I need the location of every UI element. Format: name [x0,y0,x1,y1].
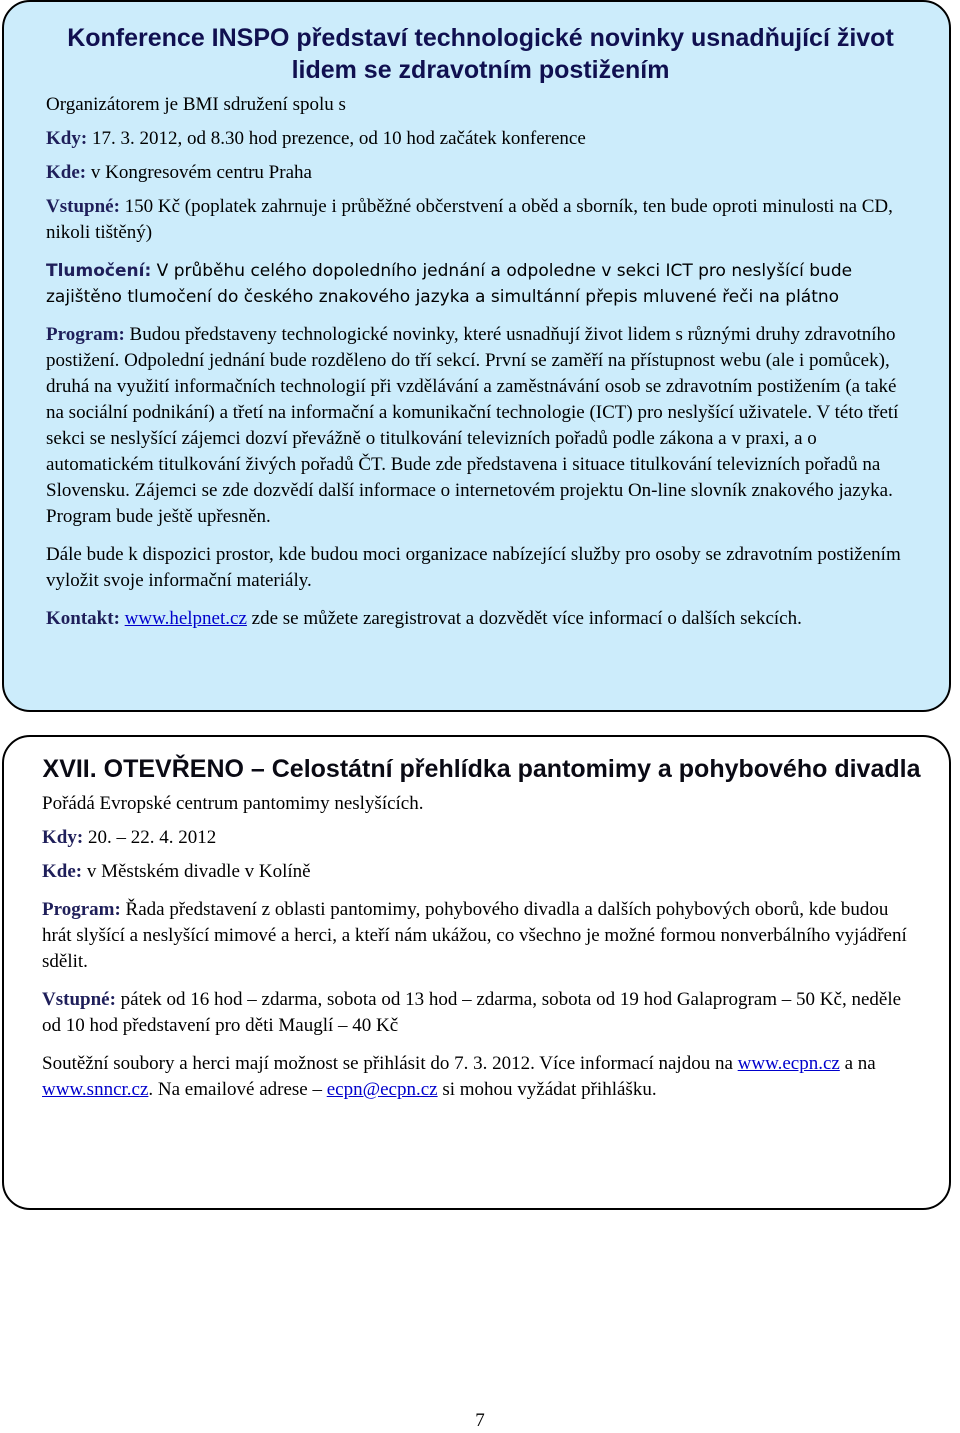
inspo-title: Konference INSPO představí technologické novinky usnadňující život lidem se zdravotním postižením [67,24,894,84]
where-label: Kde: [46,162,87,183]
fee-value: 150 Kč (poplatek zahrnuje i průběžné občerstvení a oběd a sborník, ten bude oproti minulosti na CD, nikoli tištěný) [46,196,893,243]
contest-text-a: Soutěžní soubory a herci mají možnost se přihlásit do 7. 3. 2012. Více informací najdou na [42,1053,738,1074]
inspo-program [46,322,915,530]
helpnet-link[interactable]: www.helpnet.cz [124,608,247,629]
when-label: Kdy: [42,827,84,848]
pantomima-program [42,897,921,975]
pantomima-when [42,825,921,851]
program-label: Program: [46,324,125,345]
contact-rest: zde se můžete zaregistrovat a dozvědět více informací o dalších sekcích. [246,608,802,629]
ecpn-link[interactable]: www.ecpn.cz [737,1053,840,1074]
pantomima-title: XVII. OTEVŘENO – Celostátní přehlídka pantomimy a pohybového divadla [42,755,921,783]
fee-value: pátek od 16 hod – zdarma, sobota od 13 hod – zdarma, sobota od 19 hod Galaprogram – 50 Kč, neděle od 10 hod představení pro děti Mauglí – 40 Kč [42,989,902,1036]
contest-text-d: si mohou vyžádat přihlášku. [437,1079,657,1100]
when-value: 17. 3. 2012, od 8.30 hod prezence, od 10 hod začátek konference [87,128,586,149]
where-label: Kde: [42,861,83,882]
inspo-interpreting [46,258,915,310]
inspo-contact [46,606,915,632]
snncr-link[interactable]: www.snncr.cz [42,1079,149,1100]
contest-text-c: . Na emailové adrese – [148,1079,327,1100]
inspo-where [46,160,915,186]
pantomima-fee [42,987,921,1039]
pantomima-organizer: Pořádá Evropské centrum pantomimy neslyšících. [42,793,424,814]
inspo-when [46,126,915,152]
pantomima-contest [42,1051,921,1103]
program-label: Program: [42,899,121,920]
when-label: Kdy: [46,128,88,149]
inspo-organizer: Organizátorem je BMI sdružení spolu s [46,94,346,115]
contest-text-b: a na [839,1053,876,1074]
program-value: Budou představeny technologické novinky, které usnadňují život lidem s různými druhy zdravotního postižení. Odpolední jednání bude rozděleno do tří sekcí. První se zaměří na přístupnost webu (ale i pomůcek), druhá na využití informačních technologií při vzdělávání a zaměstnávání osob se zdravotním postižením (a také na sociální podnikání) a třetí na informační a komunikační technologie (ICT) pro neslyšící uživatele. V této třetí sekci se neslyšící zájemci dozví převážně o titulkování televizních pořadů podle zákona a v praxi, a o automatickém titulkování živých pořadů ČT. Bude zde představena i situace titulkování televizních pořadů na Slovensku. Zájemci se zde dozvědí další informace o internetovém projektu On-line slovník znakového jazyka. Program bude ještě upřesněn. [46,324,899,527]
email-link[interactable]: ecpn@ecpn.cz [326,1079,438,1100]
where-value: v Kongresovém centru Praha [86,162,312,183]
pantomima-section [2,735,951,1210]
inspo-section [2,0,951,712]
page-number: 7 [475,1410,485,1431]
fee-label: Vstupné: [42,989,116,1010]
program-value: Řada představení z oblasti pantomimy, pohybového divadla a dalších pohybových oborů, kde budou hrát slyšící a neslyšící mimové a herci, a kteří nám ukážou, co všechno je možné formou nonverbálního vyjádření sdělit. [42,899,907,972]
fee-label: Vstupné: [46,196,120,217]
when-value: 20. – 22. 4. 2012 [83,827,217,848]
contact-label: Kontakt: [46,608,120,629]
inspo-extra: Dále bude k dispozici prostor, kde budou moci organizace nabízející služby pro osoby se zdravotním postižením vyložit svoje informační materiály. [46,544,901,591]
inspo-fee [46,194,915,246]
interp-label: Tlumočení: [46,261,152,281]
where-value: v Městském divadle v Kolíně [82,861,311,882]
interp-value: V průběhu celého dopoledního jednání a odpoledne v sekci ICT pro neslyšící bude zajištěno tlumočení do českého znakového jazyka a simultánní přepis mluvené řeči na plátno [46,261,853,307]
pantomima-where [42,859,921,885]
